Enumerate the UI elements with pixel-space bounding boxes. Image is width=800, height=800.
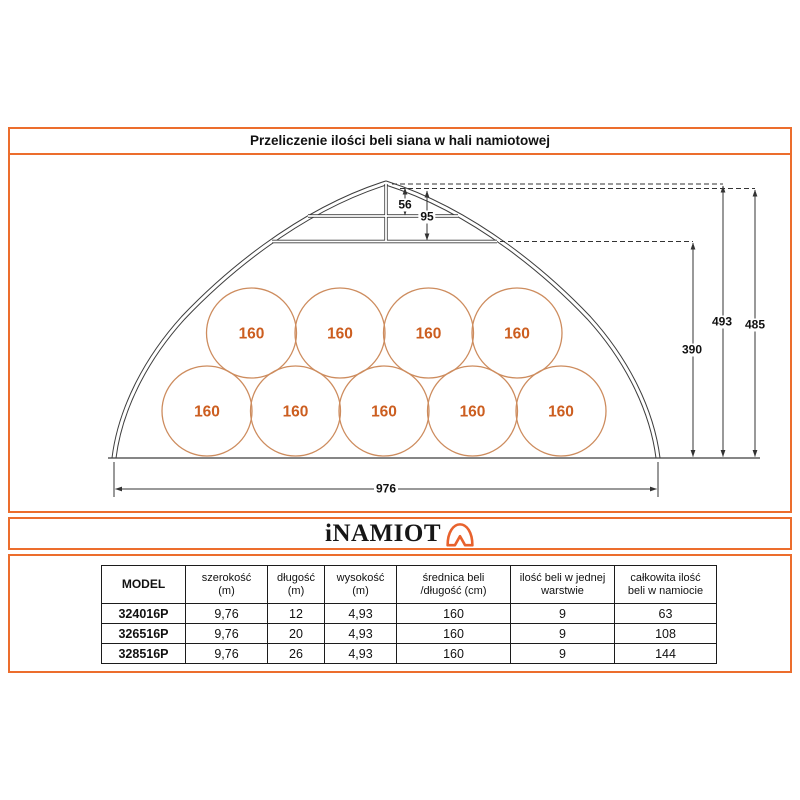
column-header: MODEL xyxy=(102,566,186,604)
bale-label: 160 xyxy=(238,325,265,343)
bale-label: 160 xyxy=(327,325,353,343)
value-cell: 20 xyxy=(268,624,325,644)
model-cell: 326516P xyxy=(102,624,186,644)
bale-label: 160 xyxy=(504,325,530,343)
model-cell: 324016P xyxy=(102,604,186,624)
value-cell: 9 xyxy=(511,624,615,644)
value-cell: 9,76 xyxy=(186,644,268,664)
column-header: wysokość (m) xyxy=(325,566,397,604)
diagram-box xyxy=(8,153,792,513)
value-cell: 144 xyxy=(615,644,717,664)
value-cell: 9,76 xyxy=(186,624,268,644)
table-row xyxy=(102,644,717,664)
value-cell: 4,93 xyxy=(325,644,397,664)
value-cell: 9 xyxy=(511,644,615,664)
column-header: średnica beli /długość (cm) xyxy=(397,566,511,604)
dim-label-485: 485 xyxy=(744,317,766,332)
column-header: szerokość (m) xyxy=(186,566,268,604)
table-row xyxy=(102,624,717,644)
value-cell: 26 xyxy=(268,644,325,664)
value-cell: 9 xyxy=(511,604,615,624)
bale-label: 160 xyxy=(548,403,574,421)
value-cell: 4,93 xyxy=(325,604,397,624)
column-header: całkowita ilość beli w namiocie xyxy=(615,566,717,604)
model-cell: 328516P xyxy=(102,644,186,664)
title-bar xyxy=(8,127,792,155)
roof-truss xyxy=(272,184,497,242)
dim-label-493: 493 xyxy=(711,314,733,329)
column-header: ilość beli w jednej warstwie xyxy=(511,566,615,604)
hay-bales xyxy=(162,288,606,456)
logo-bar xyxy=(8,517,792,550)
bale-label: 160 xyxy=(194,403,220,421)
value-cell: 4,93 xyxy=(325,624,397,644)
page-title: Przeliczenie ilości beli siana w hali namiotowej xyxy=(249,133,551,148)
value-cell: 12 xyxy=(268,604,325,624)
spec-table xyxy=(101,565,717,664)
column-header: długość (m) xyxy=(268,566,325,604)
value-cell: 9,76 xyxy=(186,604,268,624)
bale-label: 160 xyxy=(282,403,309,421)
dim-label-56: 56 xyxy=(398,197,412,212)
value-cell: 160 xyxy=(397,604,511,624)
value-cell: 108 xyxy=(615,624,717,644)
table-header-row xyxy=(102,566,717,604)
dim-label-976: 976 xyxy=(375,481,397,496)
tent-icon xyxy=(445,521,475,548)
reference-lines xyxy=(392,184,755,242)
value-cell: 160 xyxy=(397,644,511,664)
bale-label: 160 xyxy=(415,325,442,343)
value-cell: 160 xyxy=(397,624,511,644)
table-row xyxy=(102,604,717,624)
bale-label: 160 xyxy=(459,403,486,421)
spec-table-box xyxy=(8,554,792,673)
dim-label-390: 390 xyxy=(681,342,703,357)
value-cell: 63 xyxy=(615,604,717,624)
dim-label-95: 95 xyxy=(420,209,434,224)
logo-text: iNAMIOT xyxy=(325,519,441,547)
bale-label: 160 xyxy=(371,403,397,421)
